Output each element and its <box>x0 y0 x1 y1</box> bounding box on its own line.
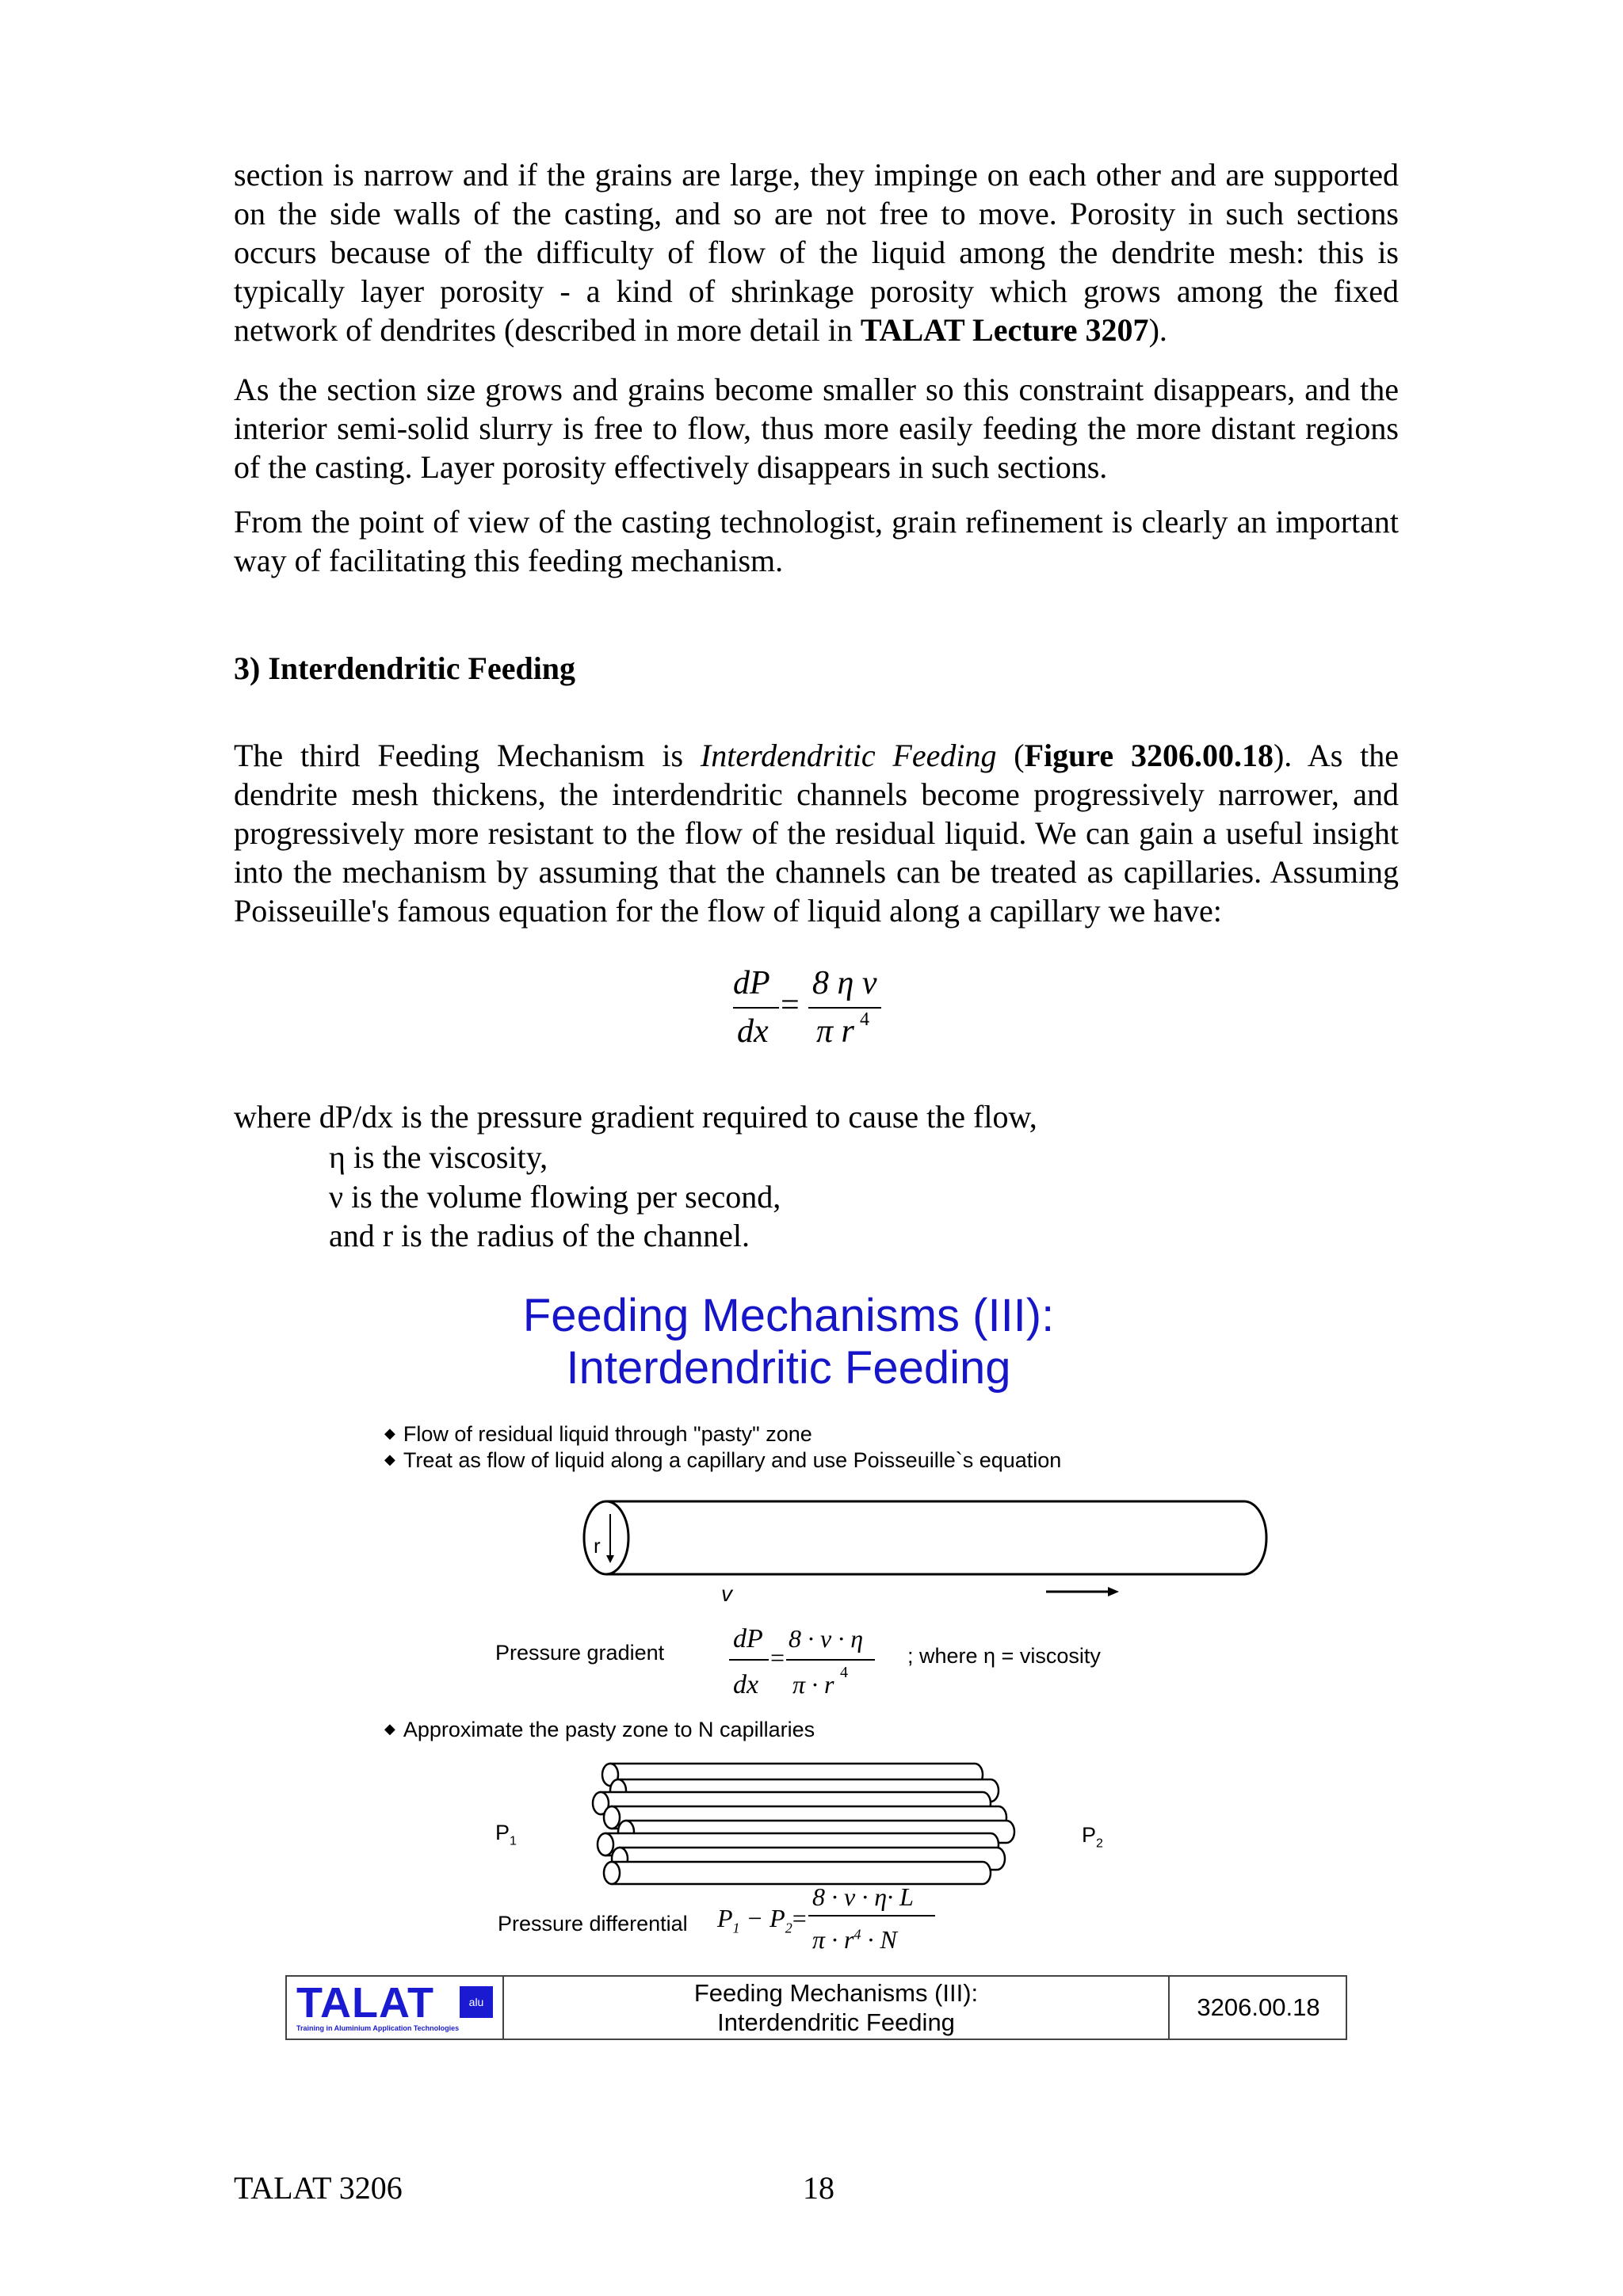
where-line-1: where dP/dx is the pressure gradient required to cause the flow, <box>234 1099 1037 1135</box>
p1-symbol: P <box>495 1821 510 1844</box>
logo-wordmark: TALAT <box>296 1979 434 2027</box>
pg-lhs-fraction-bar <box>729 1659 769 1661</box>
slide-bullet-3 <box>384 1718 815 1742</box>
pd-p1-subscript: 1 <box>732 1920 740 1936</box>
paragraph-1 <box>234 155 1399 349</box>
pg-rhs-fraction-bar <box>786 1659 875 1661</box>
logo-badge-text: alu <box>468 1996 484 2008</box>
where-line-4: and r is the radius of the channel. <box>329 1218 750 1253</box>
viscosity-note: ; where η = viscosity <box>907 1644 1101 1668</box>
flow-volume-label: v <box>721 1581 732 1606</box>
equation-exponent: 4 <box>860 1009 869 1030</box>
paragraph-4-text-c: ). As the dendrite mesh thickens, the interdendritic channels become progressively narrower, and progressively more resistant to the flow of the residual liquid. We can gain a useful insight into the mechanism by assuming that the channels can be treated as capillaries. Assuming Poisseuille's famous equation for the flow of liquid along a capillary we have: <box>234 738 1400 929</box>
bullet-diamond-icon: ◆ <box>384 1721 395 1737</box>
figure-slide <box>285 1282 1347 2023</box>
pressure-p1-label <box>495 1821 517 1848</box>
pg-lhs-numerator: dP <box>733 1624 763 1653</box>
equation-rhs-fraction-bar <box>808 1007 881 1009</box>
paragraph-2: As the section size grows and grains become smaller so this constraint disappears, and the interior semi-solid slurry is free to flow, thus more easily feeding the more distant regions of the casting. Layer porosity effectively disappears in such sections. <box>234 372 1399 485</box>
pressure-gradient-label: Pressure gradient <box>495 1641 665 1665</box>
paragraph-1-text: section is narrow and if the grains are large, they impinge on each other and are supported on the side walls of the casting, and so are not free to move. Porosity in such sections occurs because of the difficulty of flow of the liquid among the dendrite mesh: this is typically layer porosity - a kind of shrinkage porosity which grows among the fixed network of dendrites (described in more detail in <box>234 157 1399 348</box>
lecture-reference: TALAT Lecture 3207 <box>860 312 1149 348</box>
equation-lhs-fraction-bar <box>733 1007 779 1009</box>
slide-bullet-3-text: Approximate the pasty zone to N capillaries <box>403 1718 815 1741</box>
paragraph-1-end: ). <box>1148 312 1167 348</box>
figure-number: 3206.00.18 <box>1197 1993 1320 2021</box>
paragraph-4 <box>234 736 1399 930</box>
slide-bullet-1-text: Flow of residual liquid through "pasty" zone <box>403 1422 812 1446</box>
slide-title-line-2: Interdendritic Feeding <box>566 1342 1011 1394</box>
pressure-p2-label <box>1082 1823 1103 1851</box>
pd-den-exponent: 4 <box>854 1926 861 1943</box>
pd-minus-p2: − P <box>739 1904 785 1932</box>
slide-bullet-1 <box>384 1422 812 1447</box>
equation-lhs-denominator: dx <box>737 1013 769 1050</box>
footer-document-id: TALAT 3206 <box>234 2170 403 2206</box>
pd-fraction-bar <box>808 1915 935 1917</box>
equation-rhs-denominator: π r <box>816 1013 854 1050</box>
slide-bullet-2 <box>384 1448 1061 1473</box>
equation-lhs-numerator: dP <box>733 965 770 1001</box>
pd-lhs <box>717 1904 807 1936</box>
figure-reference: Figure 3206.00.18 <box>1024 738 1274 773</box>
section-heading: 3) Interdendritic Feeding <box>234 650 576 686</box>
capillary-cylinder-diagram <box>579 1500 1276 1627</box>
paragraph-3: From the point of view of the casting technologist, grain refinement is clearly an important way of facilitating this feeding mechanism. <box>234 504 1399 578</box>
where-line-2: η is the viscosity, <box>329 1139 548 1175</box>
slide-bullet-2-text: Treat as flow of liquid along a capillary and use Poisseuille`s equation <box>403 1448 1062 1472</box>
equation-rhs-numerator: 8 η ν <box>812 965 877 1001</box>
pg-rhs-denominator: π · r <box>792 1670 834 1699</box>
pd-p2-subscript: 2 <box>785 1920 792 1936</box>
talat-logo <box>287 1977 504 2039</box>
slide-title-line-1: Feeding Mechanisms (III): <box>522 1290 1055 1341</box>
pd-numerator: 8 · v · η· L <box>812 1882 914 1911</box>
paragraph-4-text-a: The third Feeding Mechanism is <box>234 738 701 773</box>
equation-equals: = <box>781 987 800 1024</box>
pg-lhs-denominator: dx <box>733 1670 759 1699</box>
slide-caption-box <box>285 1975 1347 2040</box>
p2-subscript: 2 <box>1096 1836 1103 1851</box>
where-line-3: ν is the volume flowing per second, <box>329 1179 781 1215</box>
pd-den-tail: · N <box>861 1925 897 1954</box>
eu-flag-icon <box>460 1986 493 2018</box>
caption-line-1: Feeding Mechanisms (III): <box>693 1979 979 2007</box>
logo-tagline: Training in Aluminium Application Technologies <box>296 2024 460 2032</box>
pd-denominator <box>812 1925 897 1955</box>
mechanism-name: Interdendritic Feeding <box>700 738 997 773</box>
paragraph-4-text-b: ( <box>996 738 1025 773</box>
pg-rhs-numerator: 8 · v · η <box>789 1624 864 1653</box>
caption-title <box>504 1977 1170 2039</box>
caption-line-2: Interdendritic Feeding <box>717 2008 955 2036</box>
pd-equals: = <box>792 1904 807 1932</box>
p2-symbol: P <box>1082 1823 1097 1847</box>
bullet-diamond-icon: ◆ <box>384 1451 395 1467</box>
pg-rhs-exponent: 4 <box>840 1664 848 1681</box>
pg-equals: = <box>770 1643 785 1672</box>
pd-p1: P <box>717 1904 733 1932</box>
radius-label: r <box>594 1534 601 1558</box>
p1-subscript: 1 <box>510 1834 517 1848</box>
bullet-diamond-icon: ◆ <box>384 1425 395 1441</box>
pd-den-text: π · r <box>812 1925 854 1954</box>
footer-page-number: 18 <box>803 2170 834 2206</box>
pressure-differential-label: Pressure differential <box>498 1912 688 1936</box>
